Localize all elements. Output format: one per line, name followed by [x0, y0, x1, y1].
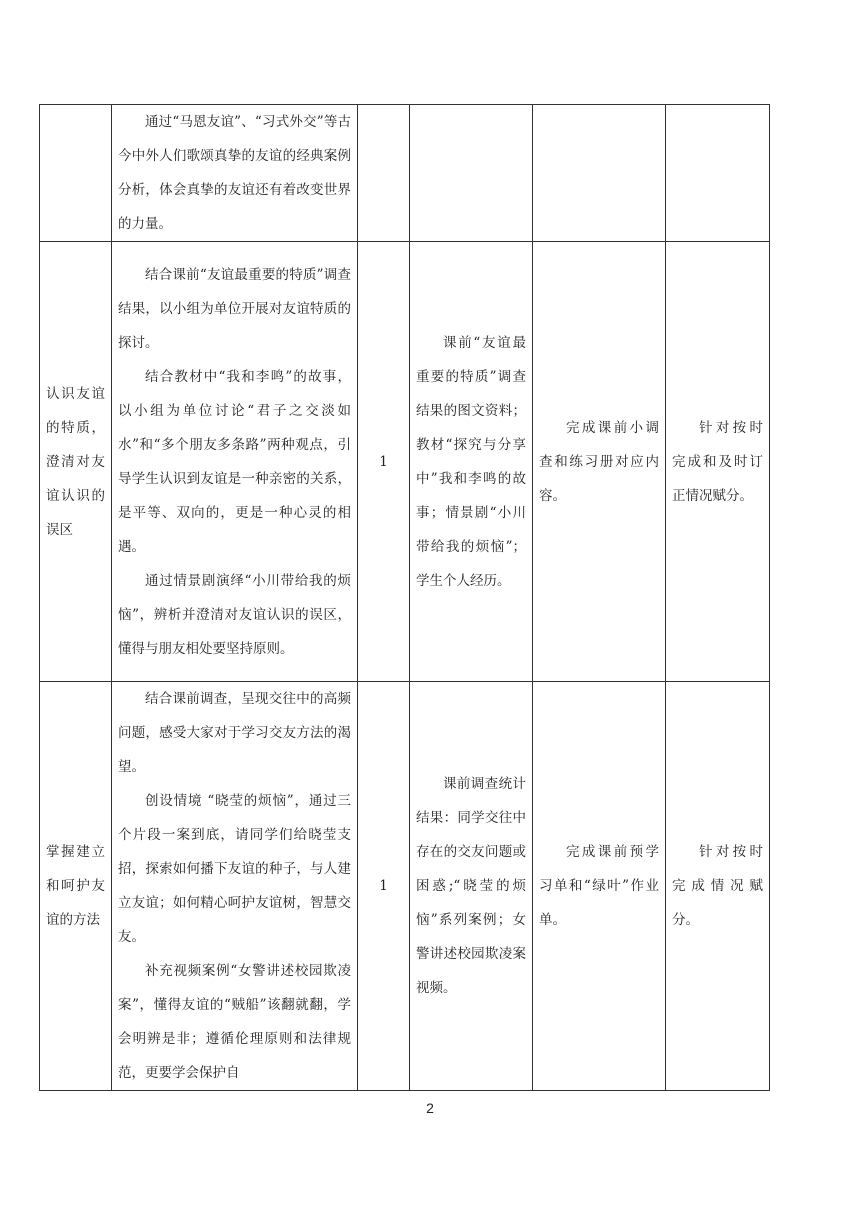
evaluation-cell [666, 242, 770, 682]
topic-text: 掌握建立和呵护友谊的方法 [46, 844, 105, 928]
resources-cell [410, 242, 533, 682]
evaluation-text: 针对按时完成和及时订正情况赋分。 [672, 419, 763, 504]
evaluation-cell [666, 105, 770, 242]
table-row [40, 242, 770, 682]
lesson-plan-table [39, 104, 770, 1091]
activities-cell [112, 682, 358, 1091]
resources-text: 课前调查统计结果：同学交往中存在的交友问题或困惑;“晓莹的烦恼”系列案例；女警讲述校园欺凌案视频。 [416, 776, 526, 996]
activities-cell [112, 105, 358, 242]
activity-paragraph: 补充视频案例“女警讲述校园欺凌案”，懂得友谊的“贼船”该翻就翻，学会明辨是非；遵循伦理原则和法律规范，更要学会保护自 [118, 963, 351, 1081]
hours-cell [358, 105, 410, 242]
homework-text: 完成课前小调查和练习册对应内容。 [539, 419, 659, 504]
activity-paragraph: 通过“马恩友谊”、“习式外交”等古今中外人们歌颂真挚的友谊的经典案例分析，体会真挚的友谊还有着改变世界的力量。 [118, 114, 351, 232]
resources-cell [410, 682, 533, 1091]
topic-text: 认识友谊的特质，澄清对友谊认识的误区 [46, 385, 105, 538]
homework-cell [533, 105, 666, 242]
activity-paragraph: 结合课前“友谊最重要的特质”调查结果，以小组为单位开展对友谊特质的探讨。 [118, 266, 351, 351]
topic-cell [40, 682, 112, 1091]
activity-paragraph: 结合课前调查，呈现交往中的高频问题，感受大家对于学习交友方法的渴望。 [118, 691, 351, 775]
table-row [40, 682, 770, 1091]
resources-cell [410, 105, 533, 242]
table-row [40, 105, 770, 242]
evaluation-cell [666, 682, 770, 1091]
resources-text: 课前“友谊最重要的特质”调查结果的图文资料；教材“探究与分享中”我和李鸣的故事；情景剧“小川带给我的烦恼”；学生个人经历。 [416, 334, 526, 589]
activity-paragraph: 结合教材中“我和李鸣”的故事， 以小组为单位讨论“君子之交淡如水”和“多个朋友多条路”两种观点，引导学生认识到友谊是一种亲密的关系，是平等、双向的，更是一种心灵的相遇。 [118, 368, 351, 555]
topic-cell [40, 242, 112, 682]
homework-cell [533, 682, 666, 1091]
hours-cell: 1 [358, 682, 410, 1091]
homework-cell [533, 242, 666, 682]
hours-cell: 1 [358, 242, 410, 682]
page-number: 2 [426, 1100, 434, 1116]
evaluation-text: 针对按时完成情况赋分。 [672, 844, 763, 928]
homework-text: 完成课前预学习单和“绿叶”作业单。 [539, 844, 659, 928]
topic-cell [40, 105, 112, 242]
activities-cell [112, 242, 358, 682]
activity-paragraph: 通过情景剧演绎“小川带给我的烦恼”，辨析并澄清对友谊认识的误区，懂得与朋友相处要坚持原则。 [118, 572, 351, 657]
activity-paragraph: 创设情境 “晓莹的烦恼”，通过三个片段一案到底，请同学们给晓莹支招，探索如何播下友谊的种子，与人建立友谊；如何精心呵护友谊树，智慧交友。 [118, 793, 351, 945]
